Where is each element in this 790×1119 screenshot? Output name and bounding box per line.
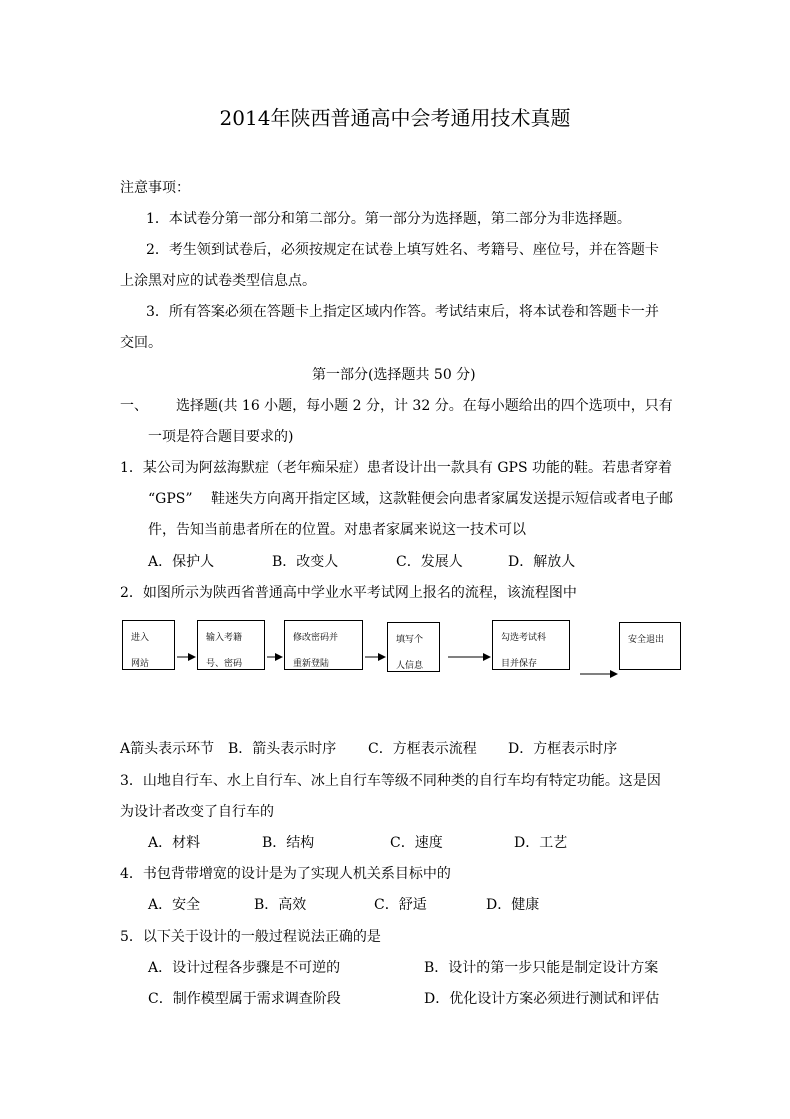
section-instructions-cont: 一项是符合题目要求的) [148,429,294,445]
q4-option-d: D．健康 [486,897,540,913]
q4-stem: 4．书包背带增宽的设计是为了实现人机关系目标中的 [120,866,451,882]
q1-stem: 1．某公司为阿兹海默症（老年痴呆症）患者设计出一款具有 GPS 功能的鞋。若患者穿着 [120,460,672,476]
q3-option-c: C．速度 [390,835,443,851]
flow-box-3: 修改密码并 重新登陆 [284,620,363,670]
notice-item-3-cont: 交回。 [120,335,162,351]
flow-box-5: 勾选考试科 目并保存 [492,620,570,670]
q2-option-a: A箭头表示环节 [120,741,215,757]
q5-option-d: D．优化设计方案必须进行测试和评估 [424,991,660,1007]
notice-item-1: 1．本试卷分第一部分和第二部分。第一部分为选择题，第二部分为非选择题。 [146,211,631,227]
q1-stem-2: “GPS” 鞋迷失方向离开指定区域，这款鞋便会向患者家属发送提示短信或者电子邮 [148,491,673,507]
q3-option-b: B．结构 [262,835,315,851]
q4-option-b: B．高效 [254,897,307,913]
flow-box-6: 安全退出 [619,622,681,670]
q1-option-b: B．改变人 [272,554,339,570]
q3-stem-2: 为设计者改变了自行车的 [120,804,274,820]
q3-option-a: A．材料 [148,835,201,851]
q1-stem-3: 件，告知当前患者所在的位置。对患者家属来说这一技术可以 [148,522,526,538]
q2-option-d: D．方框表示时序 [508,741,618,757]
q4-option-a: A．安全 [148,897,201,913]
q5-option-c: C．制作模型属于需求调查阶段 [148,991,341,1007]
q1-option-d: D．解放人 [508,554,576,570]
q5-option-b: B．设计的第一步只能是制定设计方案 [424,960,659,976]
notice-item-2: 2．考生领到试卷后，必须按规定在试卷上填写姓名、考籍号、座位号，并在答题卡 [146,242,659,258]
q2-stem: 2．如图所示为陕西省普通高中学业水平考试网上报名的流程，该流程图中 [120,585,577,601]
flow-box-1: 进入 网站 [122,620,175,670]
q3-option-d: D．工艺 [514,835,568,851]
q1-option-c: C．发展人 [396,554,463,570]
section-number: 一、 [120,398,148,414]
flow-box-4: 填写个 人信息 [387,622,440,672]
flow-box-2: 输入考籍 号、密码 [197,620,265,670]
section-instructions: 选择题(共 16 小题，每小题 2 分，计 32 分。在每小题给出的四个选项中，只有 [176,398,673,414]
q1-option-a: A．保护人 [148,554,215,570]
notice-item-2-cont: 上涂黑对应的试卷类型信息点。 [120,273,316,289]
q4-option-c: C．舒适 [374,897,427,913]
notice-item-3: 3．所有答案必须在答题卡上指定区域内作答。考试结束后，将本试卷和答题卡一并 [146,304,659,320]
page-title: 2014年陕西普通高中会考通用技术真题 [219,106,571,130]
q5-option-a: A．设计过程各步骤是不可逆的 [148,960,341,976]
part1-heading: 第一部分(选择题共 50 分) [312,367,476,383]
q5-stem: 5．以下关于设计的一般过程说法正确的是 [120,929,381,945]
notice-heading: 注意事项： [120,180,190,196]
q2-option-b: B．箭头表示时序 [228,741,337,757]
q2-option-c: C．方框表示流程 [368,741,477,757]
q3-stem: 3．山地自行车、水上自行车、冰上自行车等级不同种类的自行车均有特定功能。这是因 [120,773,661,789]
